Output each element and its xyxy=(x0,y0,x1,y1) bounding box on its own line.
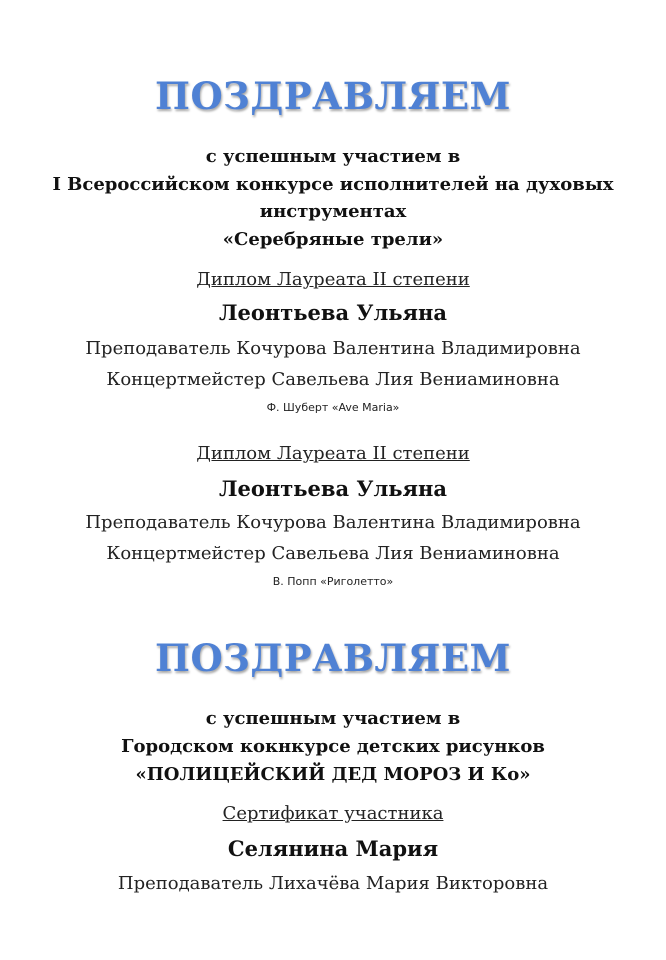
award2-teacher: Преподаватель Кочурова Валентина Владимировна xyxy=(85,512,581,533)
section2-contest-name: «ПОЛИЦЕЙСКИЙ ДЕД МОРОЗ И Ко» xyxy=(135,764,531,785)
award1-piece: Ф. Шуберт «Ave Maria» xyxy=(266,401,400,414)
award1-diploma: Диплом Лауреата II степени xyxy=(196,269,470,290)
award2-name: Леонтьева Ульяна xyxy=(218,476,448,501)
award2-accompanist: Концертмейстер Савельева Лия Вениаминовна xyxy=(106,543,560,564)
section1-contest-line1: I Всероссийском конкурсе исполнителей на духовых xyxy=(52,174,614,195)
section1-intro: с успешным участием в xyxy=(205,146,461,167)
section2-teacher: Преподаватель Лихачёва Мария Викторовна xyxy=(117,873,549,894)
award2-diploma: Диплом Лауреата II степени xyxy=(196,443,470,464)
section2-intro: с успешным участием в xyxy=(205,708,461,729)
award1-teacher: Преподаватель Кочурова Валентина Владимировна xyxy=(85,338,581,359)
award1-name: Леонтьева Ульяна xyxy=(218,300,448,325)
section2-contest-line1: Городском кокнкурсе детских рисунков xyxy=(121,736,545,757)
award2-piece: В. Попп «Риголетто» xyxy=(272,575,394,588)
award1-accompanist: Концертмейстер Савельева Лия Вениаминовна xyxy=(106,369,560,390)
section2-name: Селянина Мария xyxy=(227,836,439,861)
section2-heading: ПОЗДРАВЛЯЕМ xyxy=(155,636,511,680)
section2-certificate: Сертификат участника xyxy=(222,803,444,824)
section1-heading: ПОЗДРАВЛЯЕМ xyxy=(155,74,511,118)
section1-contest-name: «Серебряные трели» xyxy=(222,229,444,250)
section1-contest-line2: инструментах xyxy=(259,201,407,222)
